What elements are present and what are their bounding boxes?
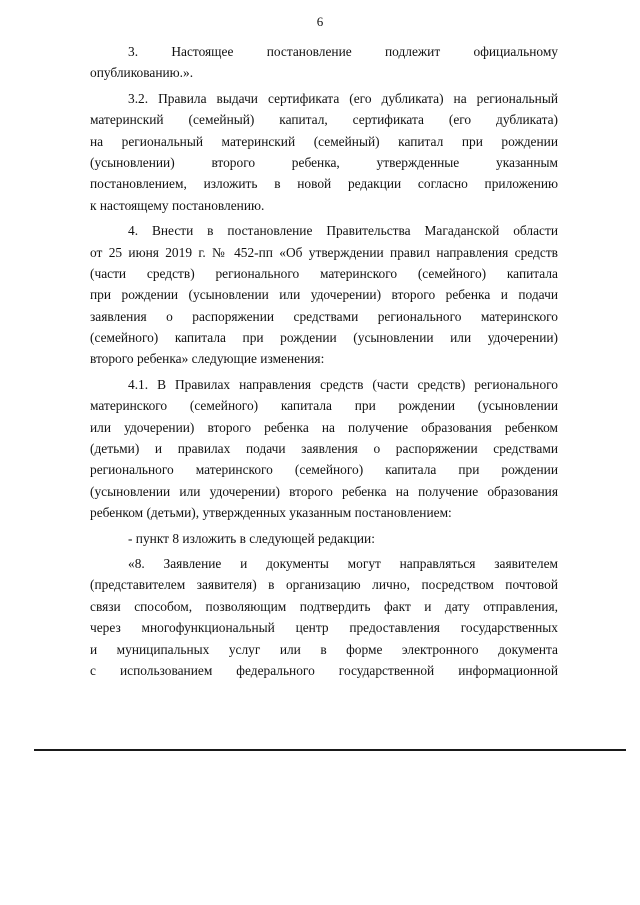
text-line: опубликованию.».	[90, 65, 194, 81]
text-line: второго ребенка» следующие изменения:	[90, 351, 325, 367]
text-line: «8. Заявление и документы могут направляться заявителем	[128, 555, 558, 571]
text-line: 4. Внести в постановление Правительства Магаданской области	[128, 223, 558, 239]
text-line: 3.2. Правила выдачи сертификата (его дубликата) на региональный	[128, 90, 558, 106]
text-line: (усыновлении) второго ребенка, утвержденные указанным	[90, 154, 558, 170]
page-number: 6	[316, 14, 324, 29]
text-line: при рождении (усыновлении или удочерении) второго ребенка и подачи	[90, 287, 558, 303]
page-divider	[34, 749, 626, 751]
text-line: (усыновлении или удочерении) второго ребенка на получение образования	[90, 483, 558, 499]
text-line: через многофункциональный центр предоставления государственных	[90, 620, 558, 636]
text-line: связи способом, позволяющим подтвердить факт и дату отправления,	[90, 598, 558, 614]
text-line: на региональный материнский (семейный) капитал при рождении	[90, 133, 558, 149]
text-line: 4.1. В Правилах направления средств (части средств) регионального	[128, 376, 558, 392]
text-line: и муниципальных услуг или в форме электронного документа	[90, 641, 558, 657]
text-line: - пункт 8 изложить в следующей редакции:	[128, 530, 375, 546]
paragraph	[90, 220, 558, 370]
text-line: от 25 июня 2019 г. № 452-пп «Об утверждении правил направления средств	[90, 244, 558, 260]
text-line: или удочерении) второго ребенка на получение образования ребенком	[90, 419, 558, 435]
paragraph	[90, 374, 558, 524]
text-line: к настоящему постановлению.	[90, 197, 265, 213]
text-line: 3. Настоящее постановление подлежит официальному	[128, 44, 558, 59]
paragraph	[90, 528, 558, 549]
text-line: с использованием федерального государственной информационной	[90, 662, 558, 678]
text-line: материнского (семейного) капитала при рождении (усыновлении	[90, 398, 558, 414]
text-line: материнский (семейный) капитал, сертификата (его дубликата)	[90, 112, 558, 128]
text-line: ребенком (детьми), утвержденных указанным постановлением:	[90, 505, 452, 521]
text-line: (семейного) капитала при рождении (усыновлении или удочерении)	[90, 330, 558, 346]
text-line: (части средств) регионального материнского (семейного) капитала	[90, 265, 558, 281]
text-line: заявления о распоряжении средствами регионального материнского	[90, 308, 558, 324]
document-body	[90, 41, 558, 681]
text-line: регионального материнского (семейного) капитала при рождении	[90, 462, 558, 478]
paragraph	[90, 88, 558, 216]
paragraph	[90, 553, 558, 681]
text-line: (детьми) и правилах подачи заявления о распоряжении средствами	[90, 441, 558, 457]
text-line: (представителем заявителя) в организацию лично, посредством почтовой	[90, 577, 558, 593]
text-line: постановлением, изложить в новой редакции согласно приложению	[90, 176, 558, 192]
paragraph	[90, 41, 558, 84]
